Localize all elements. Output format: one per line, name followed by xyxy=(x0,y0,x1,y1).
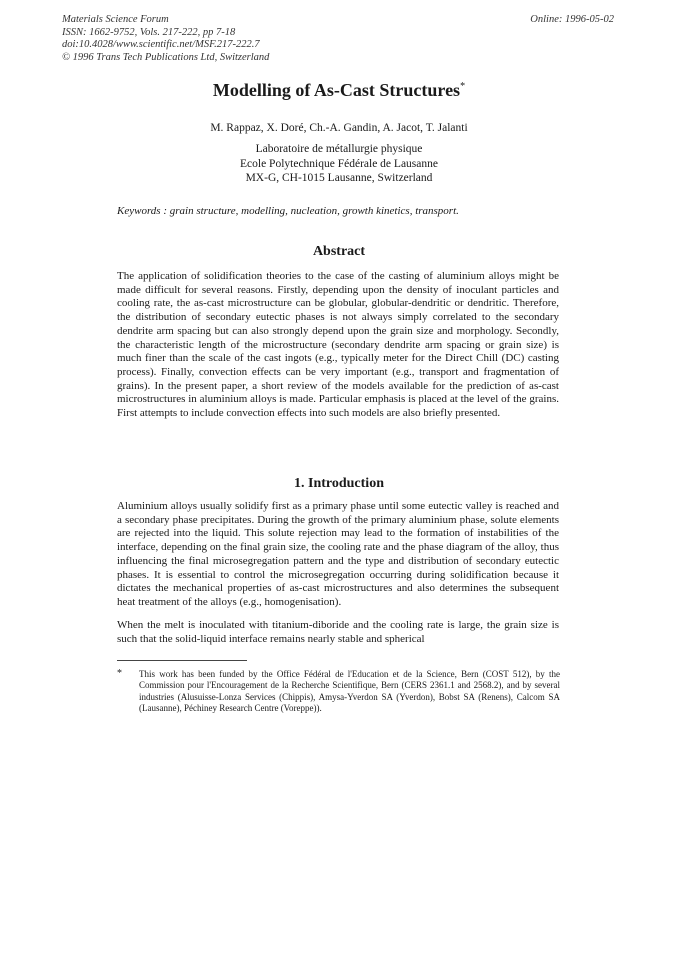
paper-title xyxy=(0,80,678,101)
copyright-line: © 1996 Trans Tech Publications Ltd, Switzerland xyxy=(62,51,270,63)
journal-header xyxy=(62,14,269,64)
author-list: M. Rappaz, X. Doré, Ch.-A. Gandin, A. Jacot, T. Jalanti xyxy=(210,122,468,134)
journal-name: Materials Science Forum xyxy=(62,14,169,25)
introduction-paragraph-1: Aluminium alloys usually solidify first as a primary phase until some eutectic valley is reached and a secondary phase precipitates. During the growth of the primary aluminium phase, solute elements are rejected into the liquid. This solute rejection may lead to the formation of instabilities of the interface, depending on the final grain size, the cooling rate and the phase diagram of the alloy, thus influencing the final microsegregation pattern and the type and distribution of secondary eutectic phases. It is essential to control the microsegregation occurring during solidification because it dictates the mechanical properties of as-cast microstructures and also determines the subsequent heat treatment of the alloys (e.g., homogenisation). xyxy=(117,500,559,608)
affiliation xyxy=(0,142,678,186)
introduction-paragraph-2: When the melt is inoculated with titanium-diboride and the cooling rate is large, the grain size is such that the solid-liquid interface remains nearly stable and spherical xyxy=(117,619,559,645)
footnote-text: This work has been funded by the Office Fédéral de l'Education et de la Science, Bern (COST 512), by the Commission pour l'Encouragement de la Recherche Scientifique, Bern (CERS 2361.1 and 2568.2), and by several industries (Alusuisse-Lonza Services (Chippis), Amysa-Yverdon SA (Yverdon), Bobst SA (Renens), Calcom SA (Lausanne), Péchiney Research Centre (Voreppe)). xyxy=(139,669,560,714)
footnote-mark: * xyxy=(117,668,122,679)
paper-title-text: Modelling of As-Cast Structures xyxy=(212,80,461,100)
abstract-heading: Abstract xyxy=(312,244,366,259)
keywords: Keywords : grain structure, modelling, nucleation, growth kinetics, transport. xyxy=(117,205,459,217)
affiliation-line-3: MX-G, CH-1015 Lausanne, Switzerland xyxy=(245,172,433,184)
footnote-divider xyxy=(117,660,247,661)
issn-line: ISSN: 1662-9752, Vols. 217-222, pp 7-18 xyxy=(62,26,236,38)
online-date: Online: 1996-05-02 xyxy=(530,14,614,25)
affiliation-line-1: Laboratoire de métallurgie physique xyxy=(255,143,423,155)
abstract-text: The application of solidification theories to the case of the casting of aluminium alloys might be made difficult for several reasons. Firstly, depending upon the density of inoculant particles and cooling rate, the as-cast microstructure can be globular, globular-dendritic or dendritic. Therefore, the distribution of secondary eutectic phases is not always simply correlated to the secondary dendrite arm spacing but can also strongly depend upon the grain size and morphology. Secondly, the characteristic length of the microstructure (secondary dendrite arm spacing or grain size) is much finer than the scale of the cast ingots (e.g., typically meter for the Direct Chill (DC) casting process). Finally, convection effects can be very important (e.g., transport and fragmentation of grains). In the present paper, a short review of the models available for the prediction of as-cast microstructures in aluminium alloys is made. Particular emphasis is placed at the level of the grains. First attempts to include convection effects into such models are also briefly presented. xyxy=(117,270,559,420)
title-footnote-mark[interactable]: * xyxy=(460,81,466,92)
introduction-heading: 1. Introduction xyxy=(294,476,384,491)
affiliation-line-2: Ecole Polytechnique Fédérale de Lausanne xyxy=(240,157,438,170)
doi-line[interactable]: doi:10.4028/www.scientific.net/MSF.217-222.7 xyxy=(62,39,260,50)
